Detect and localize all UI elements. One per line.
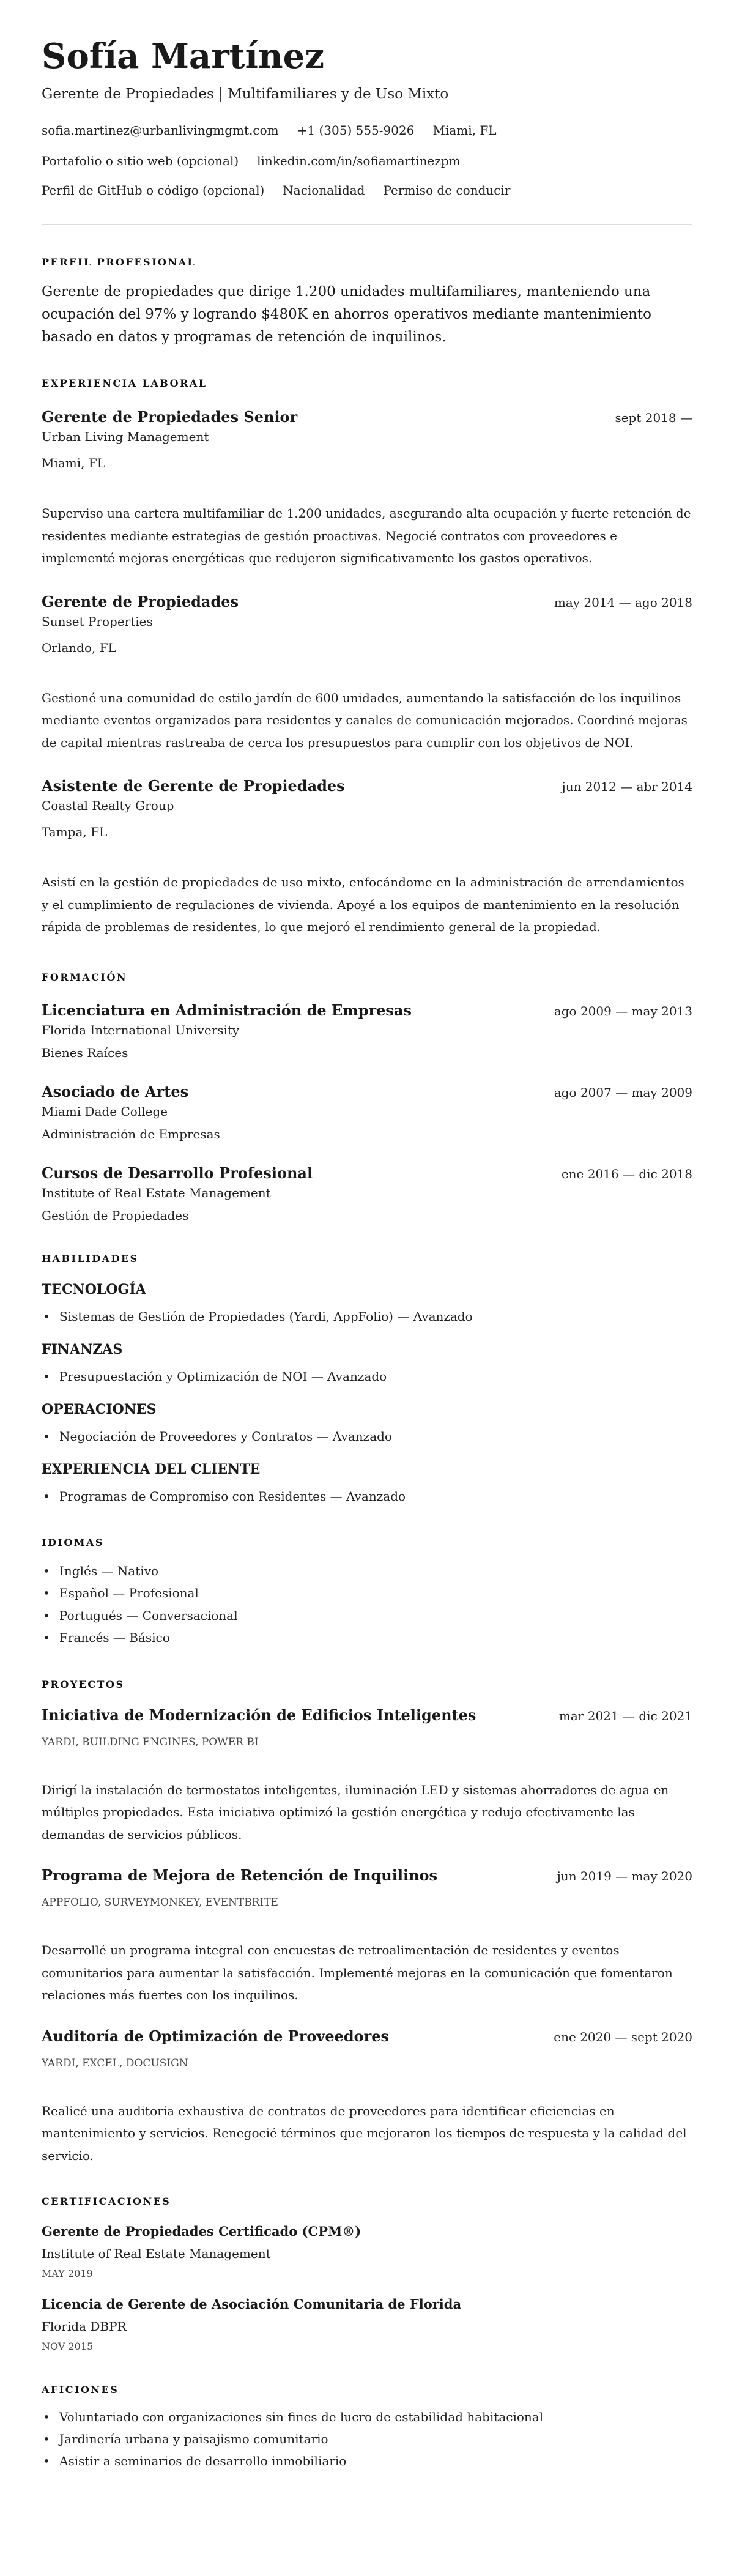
- project-tech: YARDI, EXCEL, DOCUSIGN: [42, 2057, 188, 2069]
- job-dates: jun 2012 — abr 2014: [562, 779, 692, 794]
- linkedin-link[interactable]: linkedin.com/in/sofiamartinezpm: [257, 154, 461, 168]
- hobby-item: • Jardinería urbana y paisajismo comunitario: [42, 2428, 692, 2450]
- section-heading: PROYECTOS: [42, 1678, 125, 1690]
- section-heading: FORMACIÓN: [42, 971, 127, 983]
- project-entry: [42, 1866, 692, 2006]
- project-tech: YARDI, BUILDING ENGINES, POWER BI: [42, 1735, 259, 1748]
- language-item: • Francés — Básico: [42, 1627, 692, 1649]
- field-of-study: Gestión de Propiedades: [42, 1208, 189, 1223]
- experience-section: [42, 376, 692, 938]
- project-dates: mar 2021 — dic 2021: [558, 1708, 692, 1723]
- candidate-headline: Gerente de Propiedades | Multifamiliares y de Uso Mixto: [42, 86, 449, 102]
- skill-category: OPERACIONES: [42, 1401, 157, 1417]
- project-dates: jun 2019 — may 2020: [557, 1869, 692, 1884]
- resume-header: [42, 37, 692, 201]
- hobby-item: • Asistir a seminarios de desarrollo inmobiliario: [42, 2450, 692, 2472]
- projects-section: [42, 1677, 692, 2167]
- education-entry: [42, 1001, 692, 1062]
- hobbies-section: [42, 2383, 692, 2472]
- skill-list: [42, 1487, 692, 1505]
- skills-section: [42, 1252, 692, 1505]
- education-dates: ago 2009 — may 2013: [554, 1003, 692, 1019]
- skill-category: FINANZAS: [42, 1341, 123, 1357]
- certification-issuer: Institute of Real Estate Management: [42, 2246, 271, 2261]
- job-entry: [42, 407, 692, 570]
- certification-entry: [42, 2296, 692, 2353]
- contact-row: [42, 119, 692, 141]
- header-divider: [42, 224, 692, 225]
- job-company: Coastal Realty Group: [42, 798, 174, 813]
- section-heading: EXPERIENCIA LABORAL: [42, 377, 207, 389]
- certification-title: Gerente de Propiedades Certificado (CPM®): [42, 2224, 361, 2239]
- skill-item: • Negociación de Proveedores y Contratos — Avanzado: [42, 1427, 692, 1446]
- project-entry: [42, 2027, 692, 2167]
- certifications-section: [42, 2194, 692, 2353]
- language-item: • Inglés — Nativo: [42, 1560, 692, 1583]
- certification-entry: [42, 2223, 692, 2281]
- phone-link[interactable]: +1 (305) 555-9026: [297, 123, 415, 138]
- job-company: Urban Living Management: [42, 429, 209, 444]
- job-location: Orlando, FL: [42, 640, 116, 655]
- school-name: Institute of Real Estate Management: [42, 1185, 271, 1200]
- languages-section: [42, 1535, 692, 1649]
- school-name: Florida International University: [42, 1022, 240, 1037]
- section-heading: IDIOMAS: [42, 1536, 104, 1548]
- summary-text: Gerente de propiedades que dirige 1.200 unidades multifamiliares, manteniendo una ocupación del 97% y logrando $480K en ahorros operativos mediante mantenimiento basado en datos y programas de retención de inquilinos.: [42, 284, 652, 345]
- language-item: • Portugués — Conversacional: [42, 1605, 692, 1627]
- candidate-name: Sofía Martínez: [42, 36, 324, 76]
- nationality-text: Nacionalidad: [283, 183, 365, 198]
- section-heading: PERFIL PROFESIONAL: [42, 256, 196, 268]
- skill-list: [42, 1367, 692, 1386]
- language-item: • Español — Profesional: [42, 1582, 692, 1605]
- job-description: Asistí en la gestión de propiedades de uso mixto, enfocándome en la administración de arrendamientos y el cumplimiento de regulaciones de vivienda. Apoyé a los equipos de mantenimiento en la resolución rápida de problemas de residentes, lo que mejoró el rendimiento general de la propiedad.: [42, 875, 684, 934]
- project-title: Programa de Mejora de Retención de Inquilinos: [42, 1866, 438, 1884]
- skill-list: [42, 1427, 692, 1446]
- job-title: Gerente de Propiedades Senior: [42, 408, 298, 426]
- job-dates: sept 2018 —: [615, 410, 692, 425]
- project-entry: [42, 1706, 692, 1846]
- degree-title: Asociado de Artes: [42, 1082, 189, 1101]
- education-entry: [42, 1164, 692, 1225]
- education-dates: ago 2007 — may 2009: [554, 1085, 692, 1100]
- contact-row: [42, 179, 692, 201]
- skill-list: [42, 1307, 692, 1326]
- degree-title: Licenciatura en Administración de Empresas: [42, 1001, 412, 1019]
- certification-issuer: Florida DBPR: [42, 2319, 127, 2334]
- job-description: Superviso una cartera multifamiliar de 1.200 unidades, asegurando alta ocupación y fuerte retención de residentes mediante estrategias de gestión proactivas. Negocié contratos con proveedores e implementé mejoras energéticas que redujeron significativamente los gastos operativos.: [42, 506, 691, 565]
- job-title: Asistente de Gerente de Propiedades: [42, 777, 345, 795]
- language-list: [42, 1560, 692, 1649]
- project-description: Desarrollé un programa integral con encuestas de retroalimentación de residentes y eventos comunitarios para aumentar la satisfacción. Implementé mejoras en la comunicación que fomentaron relaciones más fuertes con los inquilinos.: [42, 1943, 673, 2002]
- section-heading: HABILIDADES: [42, 1252, 139, 1264]
- job-entry: [42, 592, 692, 754]
- project-tech: APPFOLIO, SURVEYMONKEY, EVENTBRITE: [42, 1896, 278, 1909]
- project-description: Dirigí la instalación de termostatos inteligentes, iluminación LED y sistemas ahorradores de agua en múltiples propiedades. Esta iniciativa optimizó la gestión energética y redujo efectivamente las demandas de servicios públicos.: [42, 1782, 669, 1842]
- skill-category: EXPERIENCIA DEL CLIENTE: [42, 1461, 261, 1477]
- project-title: Auditoría de Optimización de Proveedores: [42, 2027, 390, 2045]
- github-link[interactable]: Perfil de GitHub o código (opcional): [42, 183, 265, 198]
- section-heading: AFICIONES: [42, 2384, 119, 2396]
- hobby-item: • Voluntariado con organizaciones sin fines de lucro de estabilidad habitacional: [42, 2406, 692, 2428]
- job-entry: [42, 776, 692, 938]
- skill-category: TECNOLOGÍA: [42, 1281, 146, 1297]
- field-of-study: Bienes Raíces: [42, 1045, 128, 1060]
- summary-section: [42, 255, 692, 349]
- certification-date: NOV 2015: [42, 2340, 94, 2352]
- project-title: Iniciativa de Modernización de Edificios Inteligentes: [42, 1706, 476, 1724]
- education-section: [42, 970, 692, 1225]
- education-dates: ene 2016 — dic 2018: [561, 1166, 692, 1181]
- skill-item: • Sistemas de Gestión de Propiedades (Yardi, AppFolio) — Avanzado: [42, 1307, 692, 1326]
- driving-license-text: Permiso de conducir: [383, 183, 511, 198]
- field-of-study: Administración de Empresas: [42, 1126, 220, 1141]
- certification-title: Licencia de Gerente de Asociación Comunitaria de Florida: [42, 2296, 462, 2312]
- certification-date: MAY 2019: [42, 2268, 93, 2279]
- job-title: Gerente de Propiedades: [42, 592, 239, 611]
- section-heading: CERTIFICACIONES: [42, 2196, 171, 2207]
- education-entry: [42, 1082, 692, 1143]
- contact-row: [42, 150, 692, 172]
- job-description: Gestioné una comunidad de estilo jardín de 600 unidades, aumentando la satisfacción de los inquilinos mediante eventos organizados para residentes y canales de comunicación mejorados. Coordiné mejoras de capital mientras rastreaba de cerca los presupuestos para cumplir con los objetivos de NOI.: [42, 690, 688, 750]
- job-dates: may 2014 — ago 2018: [554, 595, 692, 610]
- project-description: Realicé una auditoría exhaustiva de contratos de proveedores para identificar eficiencias en mantenimiento y servicios. Renegocié términos que mejoraron los tiempos de respuesta y la calidad del servicio.: [42, 2103, 687, 2163]
- project-dates: ene 2020 — sept 2020: [554, 2029, 692, 2044]
- location-text: Miami, FL: [432, 123, 497, 138]
- school-name: Miami Dade College: [42, 1104, 168, 1119]
- hobby-list: [42, 2406, 692, 2472]
- skill-item: • Programas de Compromiso con Residentes — Avanzado: [42, 1487, 692, 1505]
- job-location: Tampa, FL: [42, 825, 108, 839]
- skill-item: • Presupuestación y Optimización de NOI — Avanzado: [42, 1367, 692, 1386]
- email-link[interactable]: sofia.martinez@urbanlivingmgmt.com: [42, 123, 279, 138]
- degree-title: Cursos de Desarrollo Profesional: [42, 1164, 313, 1182]
- job-location: Miami, FL: [42, 456, 106, 470]
- portfolio-link[interactable]: Portafolio o sitio web (opcional): [42, 154, 239, 168]
- job-company: Sunset Properties: [42, 614, 153, 629]
